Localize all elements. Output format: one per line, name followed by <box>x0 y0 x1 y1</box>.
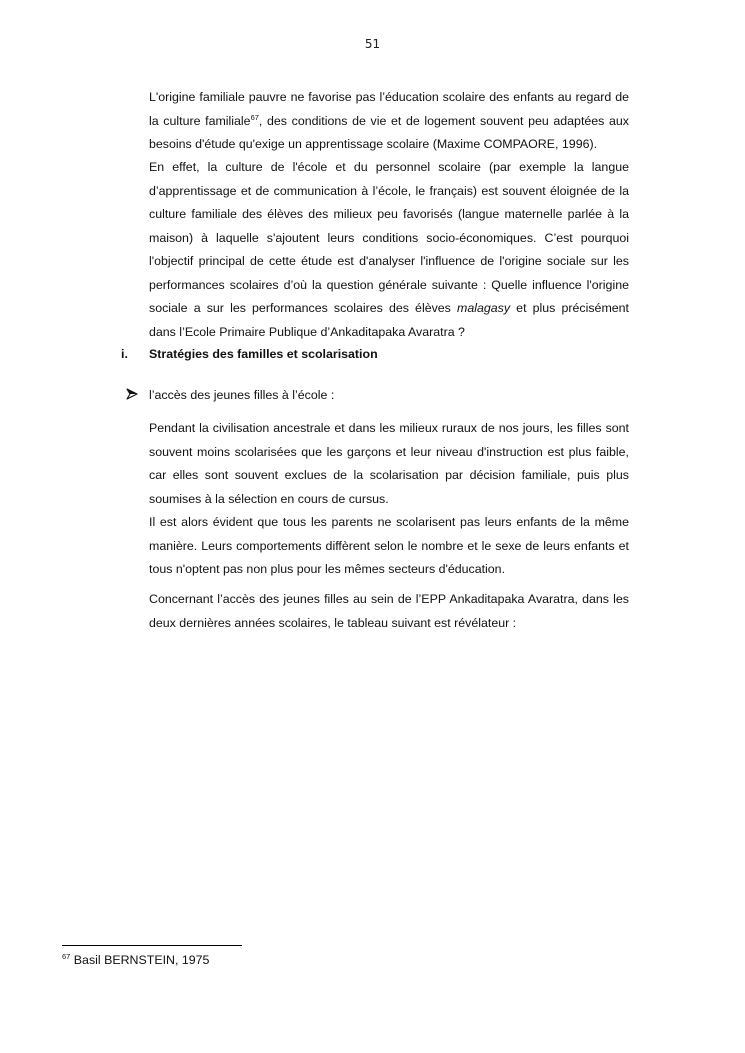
section-number: i. <box>121 347 128 361</box>
emphasis-malagasy: malagasy <box>457 301 511 315</box>
paragraph-school-culture-text-1: En effet, la culture de l'école et du personnel scolaire (par exemple la langue d’apprentissage et de communication à l’école, le français) est souvent éloignée de la culture familiale des élèves des milieux peu favorisés (langue maternelle parlée à la maison) à laquelle s'ajoutent leurs conditions socio-économiques. C’est pourquoi l'objectif principal de cette étude est d'analyser l'influence de l'origine sociale sur les performances scolaires d’où la question générale suivante : Quelle influence l'origine sociale a sur les performances scolaires des élèves <box>149 160 629 315</box>
paragraph-family-origin <box>149 86 629 157</box>
footnote-number: 67 <box>62 952 71 961</box>
paragraph-epp-access: Concernant l’accès des jeunes filles au sein de l’EPP Ankaditapaka Avaratra, dans les deux dernières années scolaires, le tableau suivant est révélateur : <box>149 592 629 630</box>
paragraph-school-culture <box>149 156 629 344</box>
footnote-reference[interactable]: 67 <box>250 112 259 122</box>
arrow-bullet-icon <box>126 388 138 400</box>
page-number: 51 <box>364 37 381 51</box>
paragraph-family-origin-text-2: , des conditions de vie et de logement souvent peu adaptées aux besoins d'étude qu'exige un apprentissage scolaire (Maxime COMPAORE, 1996). <box>149 113 629 151</box>
bullet-girls-access: l’accès des jeunes filles à l’école : <box>149 388 335 402</box>
footnote <box>62 951 209 969</box>
paragraph-ancestral: Pendant la civilisation ancestrale et dans les milieux ruraux de nos jours, les filles sont souvent moins scolarisées que les garçons et leur niveau d'instruction est plus faible, car elles sont souvent exclues de la scolarisation par décision familiale, puis plus soumises à la sélection en cours de cursus. <box>149 421 629 506</box>
footnote-text: Basil BERNSTEIN, 1975 <box>70 953 210 967</box>
section-title: Stratégies des familles et scolarisation <box>149 347 378 361</box>
footnote-separator <box>62 945 242 946</box>
paragraph-family-origin-text-1: L'origine familiale pauvre ne favorise pas l’éducation scolaire des enfants au regard de la culture familiale <box>149 90 629 128</box>
paragraph-parents: Il est alors évident que tous les parents ne scolarisent pas leurs enfants de la même manière. Leurs comportements diffèrent selon le nombre et le sexe de leurs enfants et tous n'optent pas non plus pour les mêmes secteurs d'éducation. <box>149 515 629 576</box>
paragraph-school-culture-text-2: et plus précisément dans l’Ecole Primaire Publique d’Ankaditapaka Avaratra ? <box>149 301 629 339</box>
